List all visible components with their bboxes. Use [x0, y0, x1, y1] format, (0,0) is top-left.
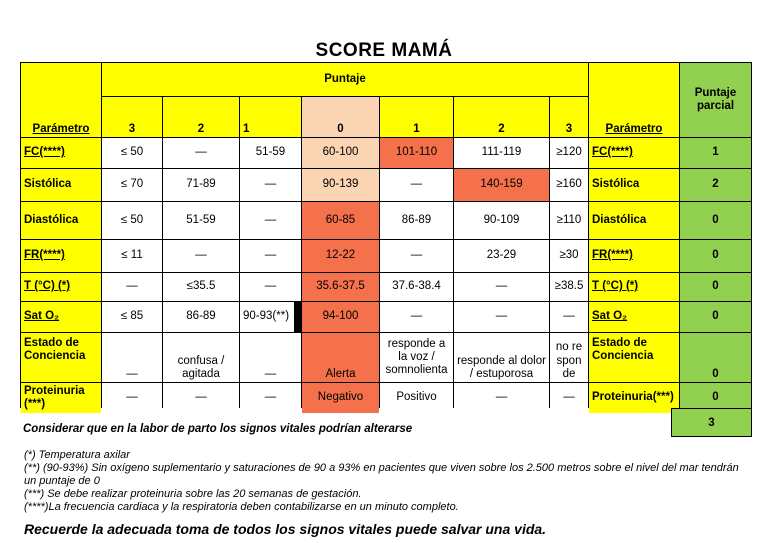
table-cell: — — [102, 383, 162, 413]
partial-score: 0 — [680, 202, 751, 239]
row-label: T (°C) (*) — [21, 273, 101, 301]
row-label: Sistólica — [21, 169, 101, 201]
table-cell: — — [163, 383, 239, 413]
final-message: Recuerde la adecuada toma de todos los signos vitales puede salvar una vida. — [24, 521, 547, 537]
row-label-right: Sat O₂ — [589, 302, 679, 332]
table-cell: — — [102, 273, 162, 301]
table-cell: 60-100 — [302, 138, 379, 168]
row-label-right: Sistólica — [589, 169, 679, 201]
table-cell: — — [102, 333, 162, 382]
table-cell: — — [240, 202, 301, 239]
row-label-right: Diastólica — [589, 202, 679, 239]
table-cell: 90-109 — [454, 202, 549, 239]
table-cell-selected: 12-22 — [302, 240, 379, 272]
table-cell: ≤ 50 — [102, 138, 162, 168]
table-cell-selected: 60-85 — [302, 202, 379, 239]
table-cell: ≤ 85 — [102, 302, 162, 332]
score-col-1: 1 — [240, 97, 301, 137]
table-cell: 90-139 — [302, 169, 379, 201]
param-header-right: Parámetro — [589, 63, 679, 137]
score-col-0: 0 — [302, 97, 379, 137]
table-cell: 90-93(**) — [240, 302, 294, 332]
table-cell: — — [550, 302, 588, 332]
row-label-right: T (°C) (*) — [589, 273, 679, 301]
table-cell: — — [240, 273, 301, 301]
table-cell: ≤35.5 — [163, 273, 239, 301]
footnote: (****)La frecuencia cardiaca y la respiratoria deben contabilizarse en un minuto completo. — [24, 501, 459, 513]
score-col-2: 2 — [163, 97, 239, 137]
table-cell: 86-89 — [380, 202, 453, 239]
partial-score: 0 — [680, 240, 751, 272]
score-col-3: 3 — [102, 97, 162, 137]
consider-note: Considerar que en la labor de parto los signos vitales podrían alterarse — [23, 423, 413, 435]
table-cell: — — [240, 333, 301, 382]
table-cell: — — [240, 383, 301, 413]
page-title: SCORE MAMÁ — [315, 40, 453, 61]
table-cell: ≥110 — [550, 202, 588, 239]
table-cell: 86-89 — [163, 302, 239, 332]
table-cell: — — [240, 240, 301, 272]
row-label-right: Proteinuria(***) — [589, 383, 679, 413]
table-cell: 37.6-38.4 — [380, 273, 453, 301]
table-cell-selected: Negativo — [302, 383, 379, 413]
score-col-1b: 1 — [380, 97, 453, 137]
puntaje-header: Puntaje — [102, 63, 588, 96]
row-label: FC(****) — [21, 138, 101, 168]
partial-score: 1 — [680, 138, 751, 168]
footnote: (*) Temperatura axilar — [24, 449, 130, 461]
row-label: Estado de Conciencia — [21, 333, 101, 382]
table-cell: — — [380, 302, 453, 332]
table-cell: no responde — [550, 333, 588, 382]
table-cell: 111-119 — [454, 138, 549, 168]
table-cell: 51-59 — [240, 138, 301, 168]
footnotes — [24, 449, 754, 514]
partial-score: 0 — [680, 333, 751, 382]
table-cell: ≤ 50 — [102, 202, 162, 239]
table-cell-selected: 140-159 — [454, 169, 549, 201]
table-cell-selected: 94-100 — [302, 302, 379, 332]
partial-score: 0 — [680, 273, 751, 301]
parcial-header: Puntaje parcial — [680, 63, 751, 137]
footnote: (***) Se debe realizar proteinuria sobre las 20 semanas de gestación. — [24, 488, 362, 500]
score-col-2b: 2 — [454, 97, 549, 137]
table-cell: — — [380, 240, 453, 272]
table-cell: Positivo — [380, 383, 453, 413]
row-label: Proteinuria (***) — [21, 383, 101, 413]
table-cell: — — [454, 273, 549, 301]
table-cell: — — [240, 169, 301, 201]
table-cell: ≤ 11 — [102, 240, 162, 272]
table-cell: 23-29 — [454, 240, 549, 272]
table-cell: ≥160 — [550, 169, 588, 201]
table-cell: — — [163, 240, 239, 272]
row-label: FR(****) — [21, 240, 101, 272]
row-label-right: FC(****) — [589, 138, 679, 168]
table-cell: — — [380, 169, 453, 201]
partial-score: 2 — [680, 169, 751, 201]
row-label-right: Estado de Conciencia — [589, 333, 679, 382]
table-cell: 71-89 — [163, 169, 239, 201]
row-label: Diastólica — [21, 202, 101, 239]
row-label: Sat O₂ — [21, 302, 101, 332]
table-cell: — — [454, 302, 549, 332]
score-col-3b: 3 — [550, 97, 588, 137]
table-cell: confusa / agitada — [163, 333, 239, 382]
table-cell: responde a la voz / somnolienta — [380, 333, 453, 382]
table-cell-selected: 101-110 — [380, 138, 453, 168]
table-cell: — — [163, 138, 239, 168]
row-label-right: FR(****) — [589, 240, 679, 272]
table-cell: responde al dolor / estuporosa — [454, 333, 549, 382]
table-cell: ≤ 70 — [102, 169, 162, 201]
table-cell: 51-59 — [163, 202, 239, 239]
table-cell: — — [454, 383, 549, 413]
partial-score: 0 — [680, 383, 751, 413]
total-score: 3 — [671, 408, 752, 437]
table-cell: ≥38.5 — [550, 273, 588, 301]
footnote: (**) (90-93%) Sin oxígeno suplementario y saturaciones de 90 a 93% en pacientes que viven sobre los 2.500 metros sobre el nivel del mar tendrán un puntaje de 0 — [24, 462, 739, 487]
table-cell: ≥30 — [550, 240, 588, 272]
table-cell: ≥120 — [550, 138, 588, 168]
table-cell-selected: 35.6-37.5 — [302, 273, 379, 301]
table-cell: — — [550, 383, 588, 413]
table-cell-selected: Alerta — [302, 333, 379, 382]
param-header: Parámetro — [21, 63, 101, 137]
partial-score: 0 — [680, 302, 751, 332]
score-table — [20, 62, 752, 408]
